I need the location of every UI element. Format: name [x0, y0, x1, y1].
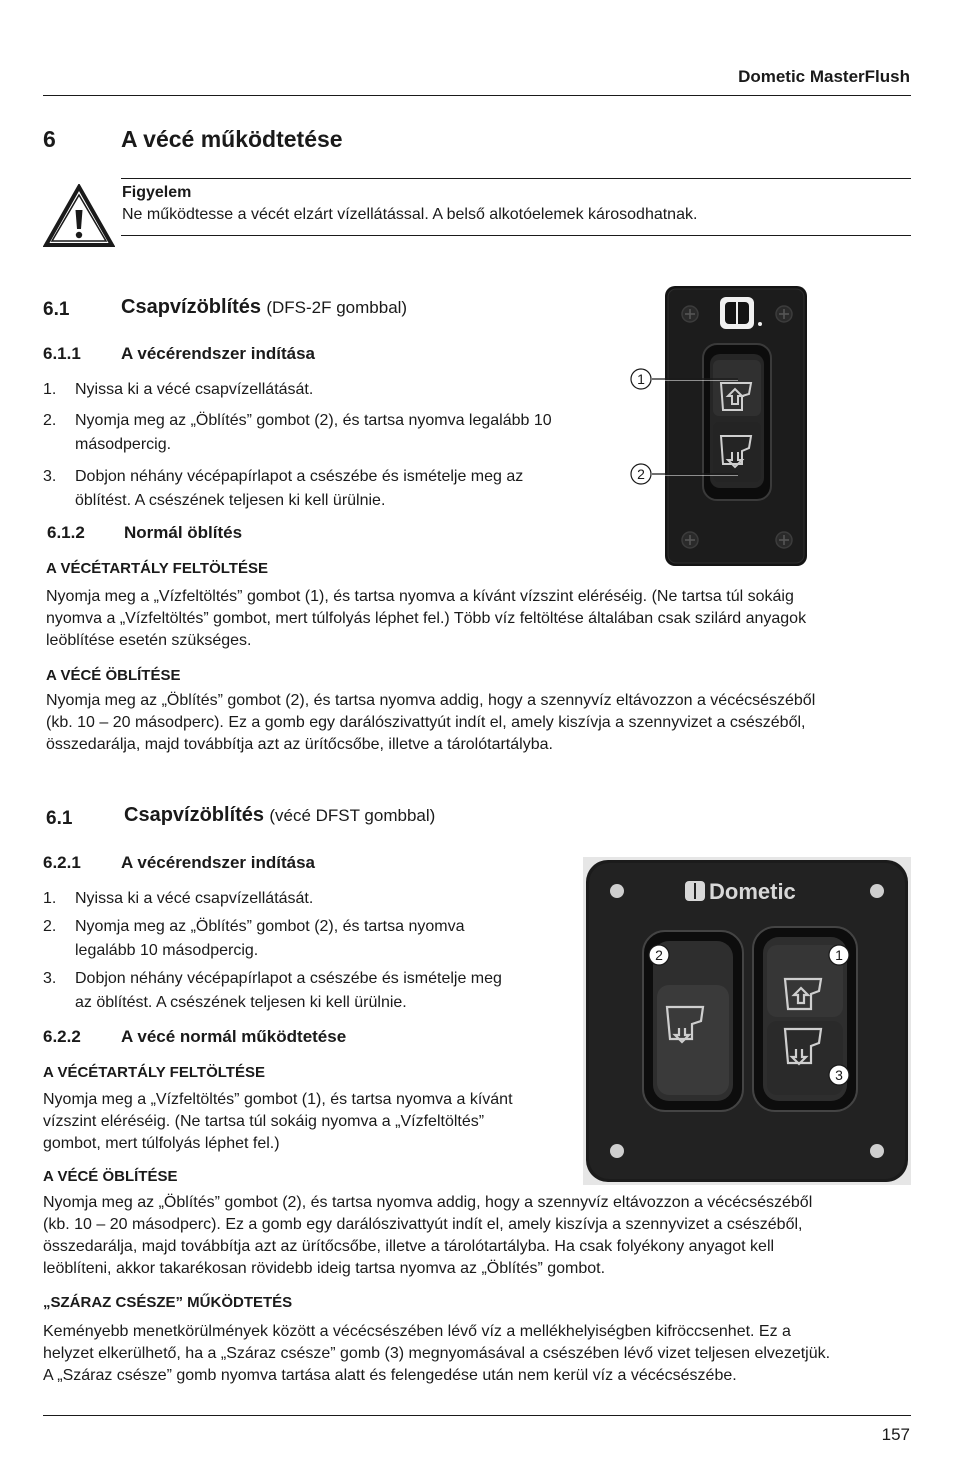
callout-2-label: 2 [637, 466, 645, 482]
paragraph-line: A „Száraz csésze” gomb nyomva tartása alatt és felengedése után nem kerül víz a vécécsészébe. [43, 1367, 737, 1384]
list-item-text: Nyissa ki a vécé csapvízellátását. [75, 890, 314, 907]
warning-text: Ne működtesse a vécét elzárt vízellátással. A belső alkotóelemek károsodhatnak. [122, 206, 698, 223]
paragraph-line: leöblítése esetén szükséges. [46, 632, 252, 649]
callout-1-label: 1 [835, 947, 843, 963]
paragraph-line: gombot, mert túlfolyás léphet fel.) [43, 1135, 280, 1152]
subsection-title-text: Csapvízöblítés [121, 296, 262, 318]
paragraph-line: nyomva a „Vízfeltöltés” gombot, mert túlfolyás léphet fel.) Több víz feltöltése általában csak szilárd anyagok [46, 610, 807, 627]
callout-3-label: 3 [835, 1067, 843, 1083]
subsection-number: 6.1 [46, 808, 73, 829]
paragraph-line: leöblíteni, akkor takarékosan rövidebb ideig tartsa nyomva az „Öblítés” gombot. [43, 1260, 606, 1277]
paragraph-heading: A VÉCÉ ÖBLÍTÉSE [46, 667, 181, 684]
paragraph [43, 1192, 812, 1280]
subsubsection-title: A vécérendszer indítása [121, 853, 316, 872]
paragraph [43, 1089, 513, 1155]
subsubsection-title: A vécé normál működtetése [121, 1027, 347, 1046]
subsection-title [121, 296, 407, 319]
list-item-text-cont: legalább 10 másodpercig. [75, 942, 259, 959]
subsection-number: 6.1 [43, 299, 70, 320]
paragraph-line: összedarálja, majd továbbítja azt az ürítőcsőbe, illetve a tárolótartályba. Ha csak folyékony anyagot kell [43, 1238, 775, 1255]
warning-top-rule [121, 178, 911, 179]
dometic-logo-icon [685, 881, 705, 901]
paragraph-line: Keményebb menetkörülmények között a vécécsészében lévő víz a mellékhelyiségben kifröccsenhet. Ez a [43, 1323, 791, 1340]
paragraph-heading: A VÉCÉ ÖBLÍTÉSE [43, 1168, 178, 1185]
paragraph-heading: „SZÁRAZ CSÉSZE” MŰKÖDTETÉS [43, 1294, 293, 1311]
header-rule [43, 95, 911, 96]
list-item-number: 2. [43, 918, 57, 935]
callout-1-label: 1 [637, 371, 645, 387]
subsubsection-number: 6.2.2 [43, 1027, 81, 1046]
list-item-text: Dobjon néhány vécépapírlapot a csészébe és ismételje meg az [75, 468, 524, 485]
paragraph-heading: A VÉCÉTARTÁLY FELTÖLTÉSE [46, 560, 268, 577]
subsection-title-text: Csapvízöblítés [124, 804, 265, 826]
dfs-2f-panel-image [628, 284, 810, 574]
list-item-number: 3. [43, 468, 57, 485]
paragraph [46, 690, 815, 756]
list-item-number: 1. [43, 381, 57, 398]
warning-icon [43, 184, 115, 253]
subsubsection-number: 6.1.2 [47, 523, 85, 542]
list-item-text: Nyissa ki a vécé csapvízellátását. [75, 381, 314, 398]
section-title: A vécé működtetése [121, 126, 343, 152]
dfst-panel-image [583, 857, 911, 1190]
paragraph-line: (kb. 10 – 20 másodperc). Ez a gomb egy darálószivattyút indít el, amely kiszívja a szennyvizet a csészéből, [43, 1216, 803, 1233]
subsubsection-number: 6.2.1 [43, 853, 81, 872]
list-item-text: Nyomja meg az „Öblítés” gombot (2), és tartsa nyomva legalább 10 [75, 412, 552, 429]
paragraph-heading: A VÉCÉTARTÁLY FELTÖLTÉSE [43, 1064, 265, 1081]
subsubsection-title: A vécérendszer indítása [121, 344, 316, 363]
callout-2-label: 2 [655, 947, 663, 963]
footer-rule [43, 1415, 911, 1416]
page-number: 157 [881, 1425, 910, 1444]
warning-title: Figyelem [122, 184, 192, 201]
paragraph-line: Nyomja meg az „Öblítés” gombot (2), és tartsa nyomva addig, hogy a szennyvíz eltávozzon a vécécsészéből [46, 692, 816, 709]
list-item-number: 1. [43, 890, 57, 907]
section-number: 6 [43, 126, 56, 152]
subsubsection-number: 6.1.1 [43, 344, 81, 363]
list-item-text: Nyomja meg az „Öblítés” gombot (2), és tartsa nyomva [75, 918, 465, 935]
list-item-text-cont: másodpercig. [75, 436, 172, 453]
list-item-number: 3. [43, 970, 57, 987]
paragraph-line: összedarálja, majd továbbítja azt az ürítőcsőbe, illetve a tárolótartályba. [46, 736, 553, 753]
paragraph-line: vízszint eléréséig. (Ne tartsa túl sokáig nyomva a „Vízfeltöltés” [43, 1113, 485, 1130]
paragraph-line: helyzet elkerülhető, ha a „Száraz csésze” gomb (3) megnyomásával a csészében lévő vizet teljesen elvezetjük. [43, 1345, 831, 1362]
dometic-brand-text: Dometic [709, 879, 796, 904]
paragraph [46, 586, 806, 652]
subsection-subtitle: (DFS-2F gombbal) [266, 298, 408, 317]
paragraph-line: Nyomja meg az „Öblítés” gombot (2), és tartsa nyomva addig, hogy a szennyvíz eltávozzon a vécécsészéből [43, 1194, 813, 1211]
paragraph-line: Nyomja meg a „Vízfeltöltés” gombot (1), és tartsa nyomva a kívánt vízszint eléréséig. (Ne tartsa túl sokáig [46, 588, 794, 605]
paragraph [43, 1321, 830, 1387]
subsubsection-title: Normál öblítés [124, 523, 243, 542]
list-item-text-cont: öblítést. A csészének teljesen ki kell ürülnie. [75, 492, 386, 509]
list-item-number: 2. [43, 412, 57, 429]
list-item-text: Dobjon néhány vécépapírlapot a csészébe és ismételje meg [75, 970, 502, 987]
list-item-text-cont: az öblítést. A csészének teljesen ki kell ürülnie. [75, 994, 407, 1011]
header-brand: Dometic MasterFlush [738, 67, 910, 86]
subsection-subtitle: (vécé DFST gombbal) [269, 806, 436, 825]
warning-bottom-rule [121, 235, 911, 236]
subsection-title [124, 804, 435, 827]
paragraph-line: (kb. 10 – 20 másodperc). Ez a gomb egy darálószivattyút indít el, amely kiszívja a szennyvizet a csészéből, [46, 714, 806, 731]
paragraph-line: Nyomja meg a „Vízfeltöltés” gombot (1), és tartsa nyomva a kívánt [43, 1091, 513, 1108]
